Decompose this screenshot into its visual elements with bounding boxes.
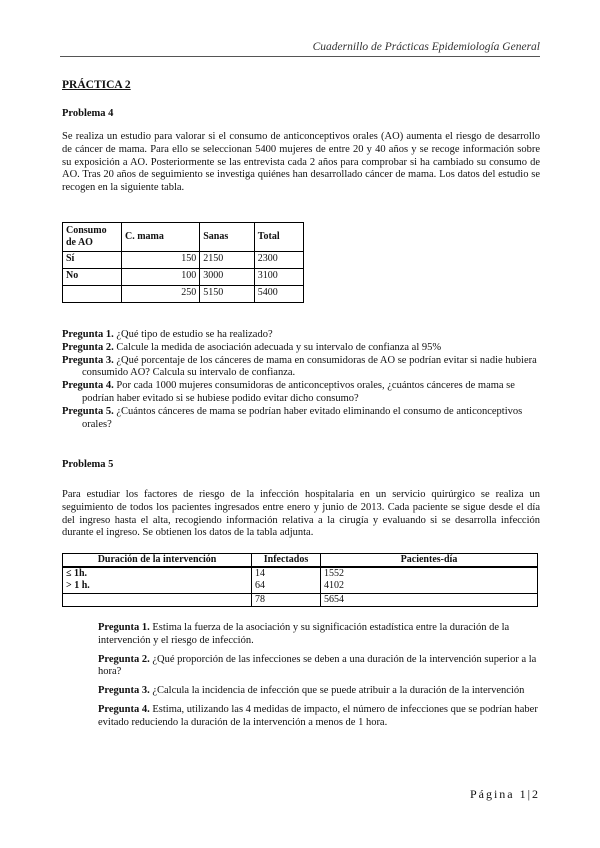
table-cell [252, 567, 321, 593]
question-item [98, 704, 542, 730]
question-text: ¿Cuántos cánceres de mama se podrían haber evitado eliminando el consumo de anticonceptivos orales? [82, 405, 523, 430]
question-text: Por cada 1000 mujeres consumidoras de anticonceptivos orales, ¿cuántos cánceres de mama se podrían haber evitado si se hubiese podido evitar dicho consumo? [82, 380, 515, 404]
table-header-row [63, 554, 538, 568]
question-label: Pregunta 1. [98, 622, 150, 633]
table-cell: Sí [63, 252, 122, 269]
question-item [98, 685, 542, 698]
question-label: Pregunta 1. [62, 329, 114, 340]
question-item [98, 654, 542, 680]
table-cell: 3100 [254, 269, 303, 286]
table-header-row [63, 223, 304, 252]
column-header: Total [254, 223, 303, 252]
question-item [62, 329, 542, 342]
table-cell-line: 1552 [324, 568, 344, 580]
table-cell [63, 286, 122, 303]
question-text: Estima la fuerza de la asociación y su significación estadística entre la duración de la intervención y el riesgo de infección. [98, 622, 510, 646]
question-item [62, 406, 542, 432]
page-number: Página 1|2 [469, 787, 540, 801]
problem-4-table [62, 222, 304, 303]
question-text: ¿Calcula la incidencia de infección que se puede atribuir a la duración de la intervención [152, 685, 525, 697]
question-text: ¿Qué proporción de las infecciones se deben a una duración de la intervención superior a la hora? [98, 653, 537, 678]
table-cell: 100 [122, 269, 200, 286]
practice-title: PRÁCTICA 2 [62, 79, 131, 91]
problem-5-intro: Para estudiar los factores de riesgo de la infección hospitalaria en un servicio quirúrgico se realiza un seguimiento de todos los pacientes ingresados entre enero y junio de 2013. Cada paciente se sigue desde el día del ingreso hasta el alta, recogiendo información relativa a la cirugía y evaluando si se desarrolla infección durante el ingreso. Se obtienen los datos de la tabla adjunta. [62, 489, 540, 539]
table-cell: 5150 [200, 286, 255, 303]
table-cell [63, 593, 252, 606]
problem-4-heading: Problema 4 [62, 108, 114, 119]
problem-5-questions [98, 622, 542, 736]
running-header: Cuadernillo de Prácticas Epidemiología General [312, 41, 540, 53]
table-row [63, 252, 304, 269]
question-text: Estima, utilizando las 4 medidas de impacto, el número de infecciones que se podrían haber evitado reduciendo la duración de la intervención a menos de 1 hora. [98, 703, 538, 728]
table-row [63, 286, 304, 303]
problem-4-intro: Se realiza un estudio para valorar si el consumo de anticonceptivos orales (AO) aumenta el riesgo de desarrollo de cáncer de mama. Para ello se seleccionan 5400 mujeres de entre 20 y 40 años y se recoge información sobre su exposición a AO. Posteriormente se las entrevista cada 2 años para comprobar si ha cambiado su consumo de AO. Tras 20 años de seguimiento se investiga quiénes han desarrollado cáncer de mama. Los datos del estudio se recogen en la siguiente tabla. [62, 131, 540, 194]
question-item [62, 355, 542, 381]
table-cell: No [63, 269, 122, 286]
problem-5-heading: Problema 5 [62, 459, 114, 470]
table-row [63, 269, 304, 286]
question-text: ¿Qué tipo de estudio se ha realizado? [116, 329, 273, 340]
header-divider [60, 56, 540, 57]
table-cell: 3000 [200, 269, 255, 286]
question-label: Pregunta 3. [62, 354, 114, 366]
question-label: Pregunta 3. [98, 685, 150, 697]
table-cell: 5654 [321, 593, 538, 606]
table-cell: 250 [122, 286, 200, 303]
table-cell: 5400 [254, 286, 303, 303]
table-cell: 150 [122, 252, 200, 269]
table-cell-line: ≤ 1h. [66, 568, 88, 580]
table-cell [321, 567, 538, 593]
question-label: Pregunta 2. [62, 341, 114, 353]
question-label: Pregunta 4. [62, 380, 114, 392]
question-item [98, 622, 542, 648]
problem-4-questions [62, 329, 542, 431]
column-header: Pacientes-día [321, 554, 538, 568]
question-label: Pregunta 5. [62, 405, 114, 417]
question-item [62, 342, 542, 355]
column-header: Infectados [252, 554, 321, 568]
table-cell-line: 64 [255, 580, 265, 592]
table-row [63, 593, 538, 606]
table-cell [63, 567, 252, 593]
column-header: Duración de la intervención [63, 554, 252, 568]
table-cell-line: 4102 [324, 580, 344, 592]
question-label: Pregunta 4. [98, 703, 150, 715]
table-cell: 2300 [254, 252, 303, 269]
question-text: Calcule la medida de asociación adecuada y su intervalo de confianza al 95% [116, 341, 442, 353]
table-row [63, 567, 538, 593]
question-label: Pregunta 2. [98, 653, 150, 665]
table-cell: 2150 [200, 252, 255, 269]
question-item [62, 380, 542, 406]
table-cell: 78 [252, 593, 321, 606]
question-text: ¿Qué porcentaje de los cánceres de mama en consumidoras de AO se podrían evitar si nadie hubiera consumido AO? Calcula su intervalo de confianza. [82, 354, 537, 379]
column-header: C. mama [122, 223, 200, 252]
column-header: Consumo de AO [63, 223, 122, 252]
table-cell-line: > 1 h. [66, 580, 90, 592]
table-cell-line: 14 [255, 568, 265, 580]
problem-5-table [62, 553, 538, 607]
column-header: Sanas [200, 223, 255, 252]
